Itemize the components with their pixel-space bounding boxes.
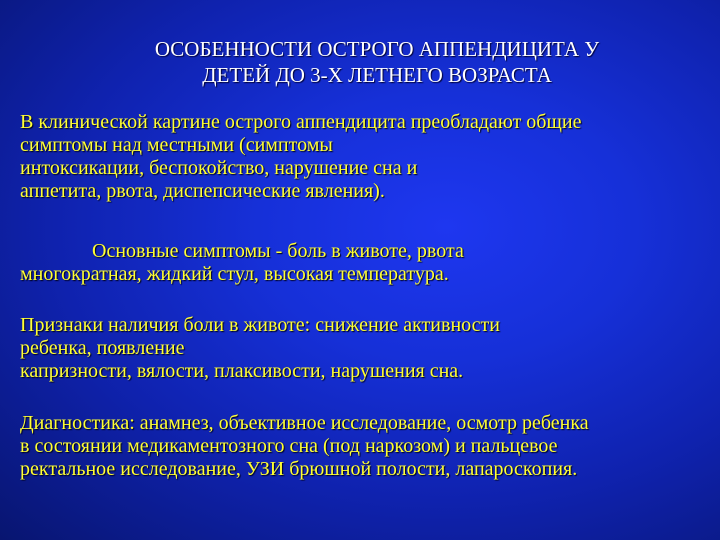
paragraph-pain-signs	[20, 314, 710, 383]
paragraph-line: В клинической картине острого аппендицита преобладают общие	[20, 111, 582, 133]
paragraph-line: Основные симптомы - боль в животе, рвота	[92, 240, 464, 262]
paragraph-line: Диагностика: анамнез, объективное исследование, осмотр ребенка	[20, 412, 589, 434]
paragraph-line: ректальное исследование, УЗИ брюшной полости, лапароскопия.	[20, 458, 578, 480]
paragraph-clinical-picture	[20, 111, 710, 203]
slide-title	[92, 36, 662, 88]
paragraph-line: Признаки наличия боли в животе: снижение активности	[20, 314, 500, 336]
paragraph-diagnostics	[20, 412, 710, 481]
paragraph-line: интоксикации, беспокойство, нарушение сна и	[20, 157, 418, 179]
paragraph-line: многократная, жидкий стул, высокая температура.	[20, 263, 449, 285]
paragraph-line: ребенка, появление	[20, 337, 185, 359]
title-line: ОСОБЕННОСТИ ОСТРОГО АППЕНДИЦИТА У	[154, 37, 600, 61]
paragraph-line: капризности, вялости, плаксивости, нарушения сна.	[20, 360, 464, 382]
paragraph-main-symptoms	[20, 240, 710, 286]
paragraph-line: симптомы над местными (симптомы	[20, 134, 333, 156]
title-line: ДЕТЕЙ ДО 3-Х ЛЕТНЕГО ВОЗРАСТА	[202, 63, 552, 87]
paragraph-line: в состоянии медикаментозного сна (под наркозом) и пальцевое	[20, 435, 558, 457]
paragraph-line: аппетита, рвота, диспепсические явления).	[20, 180, 385, 202]
